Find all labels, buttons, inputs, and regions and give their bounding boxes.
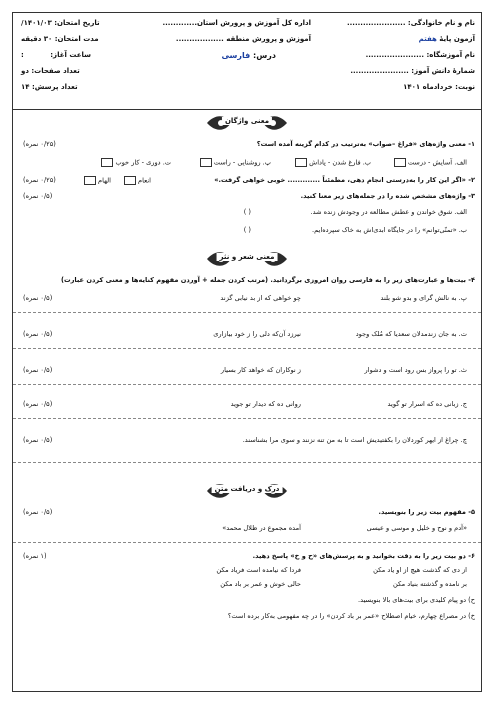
start-time-label: ساعت آغاز: : <box>21 51 92 59</box>
checkbox[interactable] <box>124 176 136 185</box>
q6-text: ۶- دو بیت زیر را به دقت بخوانید و به پرسش‌های «ح و خ» پاسخ دهید. <box>252 552 475 560</box>
q1-option-a[interactable]: الف. آسایش - درست <box>392 158 467 167</box>
page-count-label: تعداد صفحات: دو <box>21 67 80 75</box>
q2-score: (۰/۲۵ نمره) <box>23 176 56 184</box>
q1-score: (۰/۲۵ نمره) <box>23 140 56 148</box>
answer-line[interactable] <box>13 542 481 543</box>
q3-item-a: الف. شوق خواندن و عطش مطالعه در وجودش زنده شد. <box>310 208 467 216</box>
q2-option-a[interactable]: انعام <box>122 176 151 185</box>
section-title-comprehension <box>13 478 481 504</box>
comprehension-block <box>13 504 481 684</box>
q4-j-left: روانی ده که دیدار تو جوید <box>230 400 301 408</box>
q5-right: «آدم و نوح و خلیل و موسی و عیسی <box>366 524 467 532</box>
q4-p-score: (۰/۵ نمره) <box>23 294 53 302</box>
q4-ch-score: (۰/۵ نمره) <box>23 436 53 444</box>
q4-j-score: (۰/۵ نمره) <box>23 400 53 408</box>
q6-l1-left: فردا که نیامده است فریاد مکن <box>216 566 301 574</box>
q3-answer-a[interactable]: ( ) <box>243 208 251 216</box>
school-field-label: نام آموزشگاه: ...................... <box>365 51 475 59</box>
q2-option-b[interactable]: الهام <box>82 176 111 185</box>
q4-th-left: ز نوکاران که خواهد کار بسیار <box>220 366 301 374</box>
answer-line[interactable] <box>13 418 481 419</box>
exam-duration-label: مدت امتحان: ۳۰ دقیقه <box>21 35 99 43</box>
q1-option-d[interactable]: ت. دوری - کار خوب <box>99 158 171 167</box>
q4-t-score: (۰/۵ نمره) <box>23 330 53 338</box>
q1-text: ۱- معنی واژه‌های «فراغ –صواب» به‌ترتیب در کدام گزینه آمده است؟ <box>256 140 475 148</box>
vocab-block <box>13 136 481 246</box>
section-title-poetry <box>13 246 481 272</box>
exam-sheet <box>12 12 482 692</box>
q5-left: آمده مجموع در ظلال محمد» <box>222 524 301 532</box>
answer-line[interactable] <box>13 462 481 463</box>
section-label: درک و دریافت متن <box>212 485 283 493</box>
q4-th-right: ث. تو را پرواز بس رود است و دشوار <box>364 366 467 374</box>
q4-ch-text: چ. چراغ از ایهر کوردلان را بکفتیدیش است تا به من تنه نزنند و سوی مرا بشناسند. <box>242 436 467 444</box>
subject-label: درس: فارسی <box>221 51 276 60</box>
q4-t-left: نیرزد آن‌که دلی را ز خود بیازاری <box>213 330 301 338</box>
q3-score: (۰/۵ نمره) <box>23 192 53 200</box>
q6-h: ح) دو پیام کلیدی برای بیت‌های بالا بنویسید. <box>358 596 475 604</box>
student-number-label: شمارهٔ دانش آموز: ...................... <box>350 67 475 75</box>
answer-line[interactable] <box>13 348 481 349</box>
section-label: معنی شعر و نثر <box>217 253 278 261</box>
q6-l1-right: از دی که گذشت هیچ از او یاد مکن <box>373 566 467 574</box>
q4-text: ۴- بیت‌ها و عبارت‌های زیر را به فارسی روان امروزی برگردانید. (مرتب کردن جمله + آوردن مفهوم کنایه‌ها و معنی کردن عبارت) <box>60 276 475 284</box>
subject-value: فارسی <box>221 51 251 60</box>
q5-text: ۵- مفهوم بیت زیر را بنویسید. <box>378 508 475 516</box>
q5-score: (۰/۵ نمره) <box>23 508 53 516</box>
q2-text: ۲- «اگر این کار را به‌درستی انجام دهی، مطمئناً ............. خوبی خواهی گرفت.» <box>214 176 475 184</box>
grade-value: هفتم <box>418 35 437 43</box>
poetry-block <box>13 272 481 478</box>
q4-p-left: چو خواهی که از بد نیابی گزند <box>220 294 301 302</box>
q4-j-right: ج. زبانی ده که اسرار تو گوید <box>387 400 467 408</box>
name-field-label: نام و نام خانوادگی: ...................... <box>346 19 475 27</box>
checkbox[interactable] <box>101 158 113 167</box>
q6-l2-left: حالی خوش و عمر بر باد مکن <box>220 580 301 588</box>
q6-score: (۱ نمره) <box>23 552 47 560</box>
checkbox[interactable] <box>200 158 212 167</box>
checkbox[interactable] <box>295 158 307 167</box>
province-office-label: اداره کل آموزش و پرورش استان............. <box>162 19 311 27</box>
q3-item-b: ب. «تمنّی‌توانم» را در جایگاه ابدی‌اش به خاک سپرده‌ایم. <box>312 226 467 234</box>
section-label: معنی واژگان <box>222 117 272 125</box>
section-title-vocabulary <box>13 110 481 136</box>
answer-line[interactable] <box>13 312 481 313</box>
grade-label: آزمون پایهٔ هفتم <box>418 35 475 43</box>
q4-t-right: ت. به جان زندمدلان سعدیا که مُلک وجود <box>355 330 467 338</box>
q1-option-b[interactable]: ب. فارغ شدن - پاداش <box>293 158 371 167</box>
answer-line[interactable] <box>13 384 481 385</box>
checkbox[interactable] <box>84 176 96 185</box>
q3-answer-b[interactable]: ( ) <box>243 226 251 234</box>
q6-l2-right: بر نامده و گذشته بنیاد مکن <box>392 580 467 588</box>
exam-header <box>13 13 481 110</box>
q3-text: ۳- واژه‌های مشخص شده را در جمله‌های زیر معنا کنید. <box>300 192 475 200</box>
question-count-label: تعداد پرسش: ۱۴ <box>21 83 78 91</box>
checkbox[interactable] <box>394 158 406 167</box>
session-label: نوبت: خردادماه ۱۴۰۱ <box>403 83 475 91</box>
q6-kh: خ) در مصراع چهارم، خیام اصطلاح «عمر بر باد کردن» را در چه مفهومی به‌کار برده است؟ <box>227 612 475 620</box>
q4-th-score: (۰/۵ نمره) <box>23 366 53 374</box>
district-office-label: آموزش و پرورش منطقه .................. <box>175 35 311 43</box>
q4-p-right: پ. به نالش گرای و بدو شو بلند <box>380 294 467 302</box>
exam-date-label: تاریخ امتحان: ۱۴۰۱/۰۳/ <box>21 19 100 27</box>
q1-option-c[interactable]: پ. روشنایی - راست <box>198 158 271 167</box>
